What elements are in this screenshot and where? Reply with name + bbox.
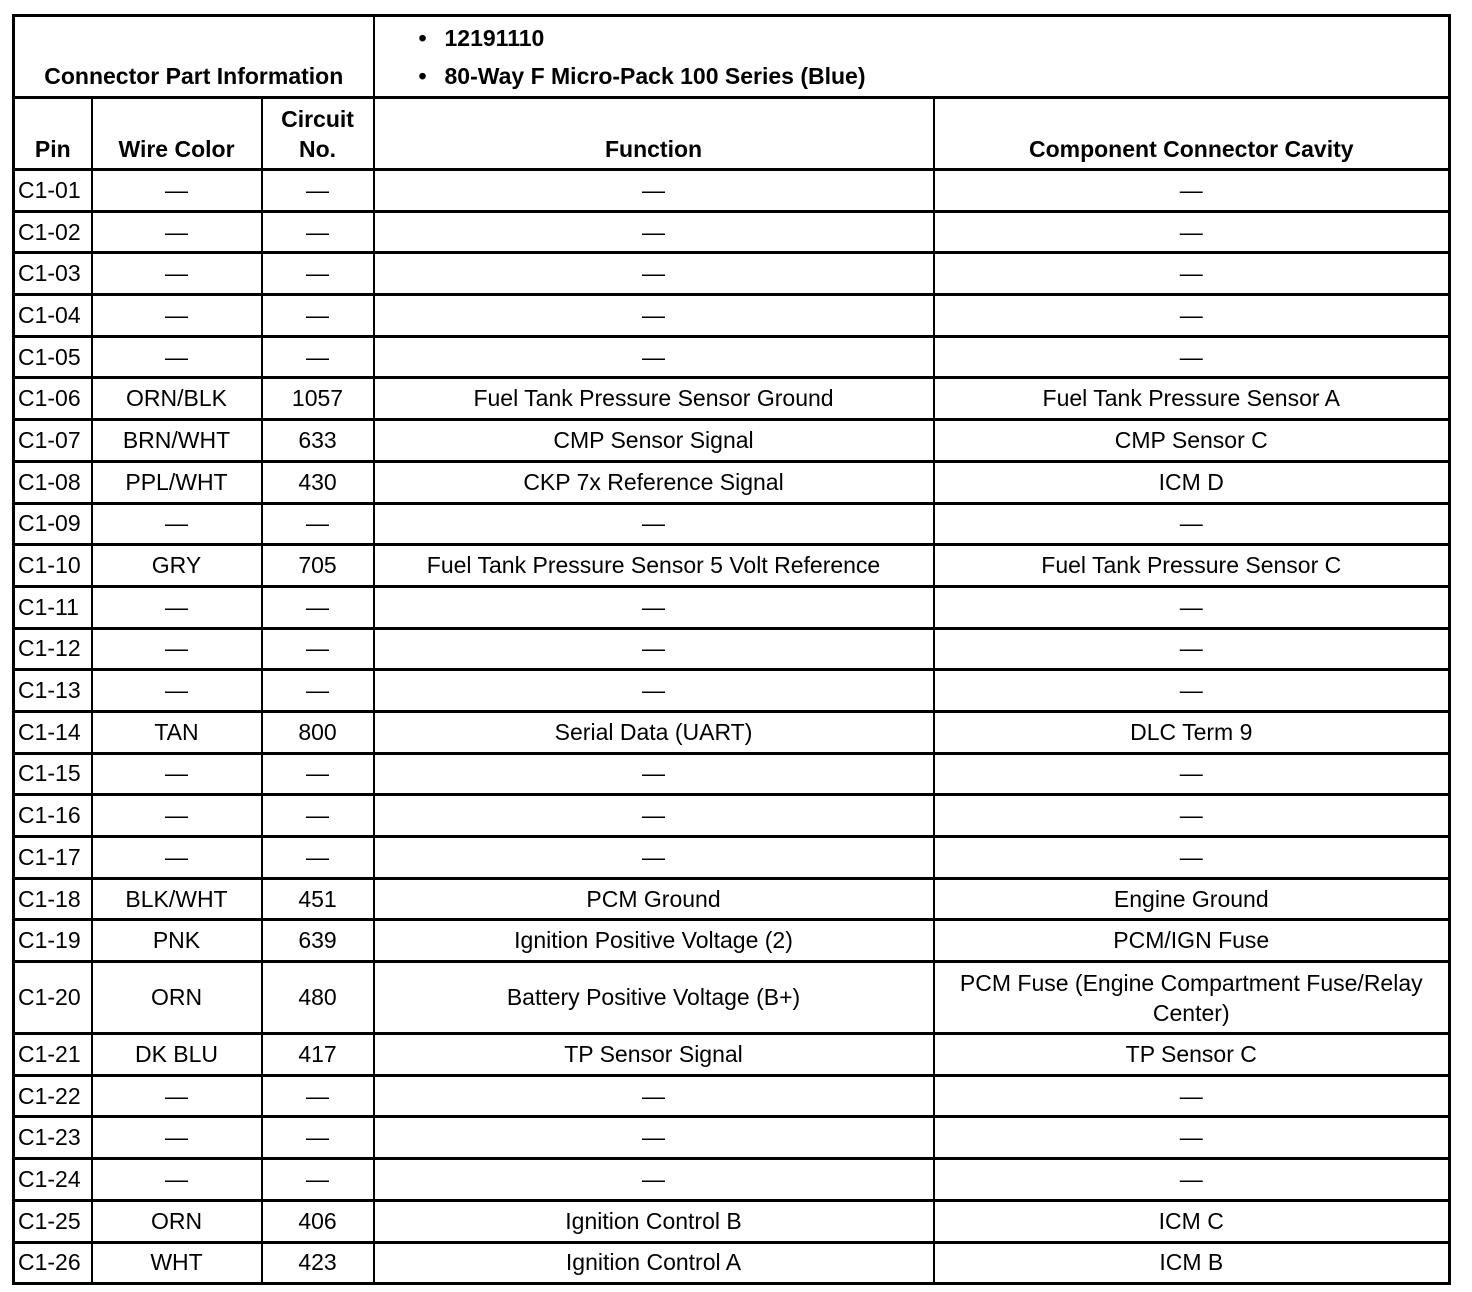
table-row <box>14 295 1450 337</box>
pin-cell: C1-17 <box>14 837 92 879</box>
function-cell: Ignition Control B <box>374 1200 934 1242</box>
circuit-no-cell: 639 <box>262 920 374 962</box>
connector-info-row <box>14 16 1450 98</box>
function-cell: — <box>374 1159 934 1201</box>
circuit-no-cell: 417 <box>262 1034 374 1076</box>
circuit-no-cell: 705 <box>262 545 374 587</box>
pin-cell: C1-16 <box>14 795 92 837</box>
cavity-cell: — <box>934 503 1450 545</box>
header-cavity: Component Connector Cavity <box>934 98 1450 170</box>
function-cell: — <box>374 753 934 795</box>
cavity-cell: ICM B <box>934 1242 1450 1284</box>
wire-color-cell: — <box>92 628 262 670</box>
function-cell: CKP 7x Reference Signal <box>374 461 934 503</box>
pin-cell: C1-25 <box>14 1200 92 1242</box>
cavity-cell: — <box>934 295 1450 337</box>
wire-color-cell: — <box>92 336 262 378</box>
function-cell: Serial Data (UART) <box>374 711 934 753</box>
cavity-cell: DLC Term 9 <box>934 711 1450 753</box>
pin-cell: C1-24 <box>14 1159 92 1201</box>
function-cell: Fuel Tank Pressure Sensor 5 Volt Reference <box>374 545 934 587</box>
circuit-no-cell: — <box>262 295 374 337</box>
pin-cell: C1-18 <box>14 878 92 920</box>
cavity-cell: — <box>934 1117 1450 1159</box>
pin-cell: C1-09 <box>14 503 92 545</box>
function-cell: — <box>374 837 934 879</box>
table-row <box>14 586 1450 628</box>
circuit-no-cell: — <box>262 628 374 670</box>
pin-cell: C1-05 <box>14 336 92 378</box>
circuit-no-cell: — <box>262 211 374 253</box>
pin-cell: C1-10 <box>14 545 92 587</box>
wire-color-cell: BLK/WHT <box>92 878 262 920</box>
cavity-cell: ICM C <box>934 1200 1450 1242</box>
connector-pinout-table <box>12 14 1451 1285</box>
table-row <box>14 461 1450 503</box>
wire-color-cell: — <box>92 586 262 628</box>
function-cell: — <box>374 211 934 253</box>
table-row <box>14 503 1450 545</box>
wire-color-cell: — <box>92 295 262 337</box>
circuit-no-cell: 430 <box>262 461 374 503</box>
wire-color-cell: PPL/WHT <box>92 461 262 503</box>
connector-info-item <box>419 19 1449 57</box>
function-cell: — <box>374 503 934 545</box>
header-circuit-line1: Circuit <box>281 106 354 132</box>
table-row <box>14 1075 1450 1117</box>
bullet-icon: • <box>418 24 427 51</box>
cavity-cell: TP Sensor C <box>934 1034 1450 1076</box>
function-cell: — <box>374 170 934 212</box>
cavity-cell: — <box>934 1159 1450 1201</box>
wire-color-cell: — <box>92 1159 262 1201</box>
cavity-cell: — <box>934 170 1450 212</box>
circuit-no-cell: — <box>262 336 374 378</box>
wire-color-cell: ORN <box>92 962 262 1034</box>
header-circuit-no <box>262 98 374 170</box>
pin-cell: C1-04 <box>14 295 92 337</box>
table-row <box>14 211 1450 253</box>
table-row <box>14 711 1450 753</box>
wire-color-cell: GRY <box>92 545 262 587</box>
table-row <box>14 1159 1450 1201</box>
table-row <box>14 962 1450 1034</box>
pin-cell: C1-08 <box>14 461 92 503</box>
wire-color-cell: TAN <box>92 711 262 753</box>
table-row <box>14 378 1450 420</box>
wire-color-cell: PNK <box>92 920 262 962</box>
cavity-cell: — <box>934 670 1450 712</box>
pin-cell: C1-14 <box>14 711 92 753</box>
wire-color-cell: — <box>92 837 262 879</box>
header-wire-color: Wire Color <box>92 98 262 170</box>
function-cell: — <box>374 1075 934 1117</box>
function-cell: — <box>374 670 934 712</box>
cavity-cell: — <box>934 1075 1450 1117</box>
cavity-cell: — <box>934 628 1450 670</box>
part-number: 12191110 <box>444 24 545 51</box>
function-cell: — <box>374 336 934 378</box>
pin-cell: C1-06 <box>14 378 92 420</box>
wire-color-cell: — <box>92 211 262 253</box>
circuit-no-cell: 406 <box>262 1200 374 1242</box>
column-header-row <box>14 98 1450 170</box>
table-row <box>14 545 1450 587</box>
table-row <box>14 1242 1450 1284</box>
wire-color-cell: DK BLU <box>92 1034 262 1076</box>
function-cell: — <box>374 1117 934 1159</box>
pin-cell: C1-23 <box>14 1117 92 1159</box>
wire-color-cell: — <box>92 795 262 837</box>
wire-color-cell: ORN <box>92 1200 262 1242</box>
circuit-no-cell: — <box>262 586 374 628</box>
circuit-no-cell: 480 <box>262 962 374 1034</box>
table-row <box>14 1034 1450 1076</box>
table-row <box>14 1200 1450 1242</box>
table-row <box>14 878 1450 920</box>
function-cell: — <box>374 586 934 628</box>
wire-color-cell: — <box>92 170 262 212</box>
connector-description: 80-Way F Micro-Pack 100 Series (Blue) <box>444 62 866 89</box>
circuit-no-cell: 800 <box>262 711 374 753</box>
circuit-no-cell: — <box>262 670 374 712</box>
connector-info-list <box>374 16 1450 98</box>
pin-cell: C1-01 <box>14 170 92 212</box>
table-row <box>14 670 1450 712</box>
circuit-no-cell: — <box>262 170 374 212</box>
function-cell: — <box>374 253 934 295</box>
table-row <box>14 336 1450 378</box>
cavity-cell: — <box>934 795 1450 837</box>
wire-color-cell: — <box>92 503 262 545</box>
pin-cell: C1-12 <box>14 628 92 670</box>
wire-color-cell: — <box>92 670 262 712</box>
wire-color-cell: BRN/WHT <box>92 420 262 462</box>
circuit-no-cell: 423 <box>262 1242 374 1284</box>
wire-color-cell: — <box>92 253 262 295</box>
table-row <box>14 920 1450 962</box>
cavity-cell: — <box>934 753 1450 795</box>
circuit-no-cell: — <box>262 837 374 879</box>
header-pin: Pin <box>14 98 92 170</box>
cavity-cell: Fuel Tank Pressure Sensor C <box>934 545 1450 587</box>
pin-cell: C1-26 <box>14 1242 92 1284</box>
cavity-cell: Engine Ground <box>934 878 1450 920</box>
circuit-no-cell: — <box>262 1159 374 1201</box>
cavity-cell: CMP Sensor C <box>934 420 1450 462</box>
cavity-cell: — <box>934 586 1450 628</box>
pin-cell: C1-02 <box>14 211 92 253</box>
table-row <box>14 253 1450 295</box>
circuit-no-cell: 633 <box>262 420 374 462</box>
function-cell: TP Sensor Signal <box>374 1034 934 1076</box>
table-row <box>14 795 1450 837</box>
function-cell: CMP Sensor Signal <box>374 420 934 462</box>
function-cell: — <box>374 295 934 337</box>
cavity-cell: — <box>934 336 1450 378</box>
table-row <box>14 753 1450 795</box>
function-cell: — <box>374 628 934 670</box>
pin-cell: C1-22 <box>14 1075 92 1117</box>
pin-cell: C1-20 <box>14 962 92 1034</box>
circuit-no-cell: — <box>262 1117 374 1159</box>
table-row <box>14 420 1450 462</box>
function-cell: Battery Positive Voltage (B+) <box>374 962 934 1034</box>
circuit-no-cell: — <box>262 253 374 295</box>
pin-cell: C1-21 <box>14 1034 92 1076</box>
wire-color-cell: — <box>92 753 262 795</box>
wire-color-cell: — <box>92 1075 262 1117</box>
connector-pinout-sheet <box>12 14 1451 1285</box>
circuit-no-cell: — <box>262 753 374 795</box>
pin-cell: C1-19 <box>14 920 92 962</box>
circuit-no-cell: — <box>262 1075 374 1117</box>
pin-cell: C1-13 <box>14 670 92 712</box>
function-cell: Ignition Control A <box>374 1242 934 1284</box>
circuit-no-cell: — <box>262 503 374 545</box>
cavity-cell: — <box>934 253 1450 295</box>
table-row <box>14 1117 1450 1159</box>
circuit-no-cell: — <box>262 795 374 837</box>
circuit-no-cell: 451 <box>262 878 374 920</box>
table-row <box>14 170 1450 212</box>
function-cell: Fuel Tank Pressure Sensor Ground <box>374 378 934 420</box>
cavity-cell: PCM/IGN Fuse <box>934 920 1450 962</box>
function-cell: — <box>374 795 934 837</box>
cavity-cell: Fuel Tank Pressure Sensor A <box>934 378 1450 420</box>
table-row <box>14 628 1450 670</box>
wire-color-cell: ORN/BLK <box>92 378 262 420</box>
cavity-cell: — <box>934 211 1450 253</box>
circuit-no-cell: 1057 <box>262 378 374 420</box>
function-cell: PCM Ground <box>374 878 934 920</box>
connector-info-label: Connector Part Information <box>14 16 374 98</box>
pin-cell: C1-07 <box>14 420 92 462</box>
header-function: Function <box>374 98 934 170</box>
table-row <box>14 837 1450 879</box>
header-circuit-line2: No. <box>298 136 337 162</box>
function-cell: Ignition Positive Voltage (2) <box>374 920 934 962</box>
cavity-cell: PCM Fuse (Engine Compartment Fuse/Relay Center) <box>934 962 1450 1034</box>
cavity-cell: ICM D <box>934 461 1450 503</box>
connector-info-item <box>419 57 1449 95</box>
pin-cell: C1-11 <box>14 586 92 628</box>
bullet-icon: • <box>418 62 427 89</box>
pin-cell: C1-15 <box>14 753 92 795</box>
wire-color-cell: WHT <box>92 1242 262 1284</box>
wire-color-cell: — <box>92 1117 262 1159</box>
cavity-cell: — <box>934 837 1450 879</box>
pin-cell: C1-03 <box>14 253 92 295</box>
